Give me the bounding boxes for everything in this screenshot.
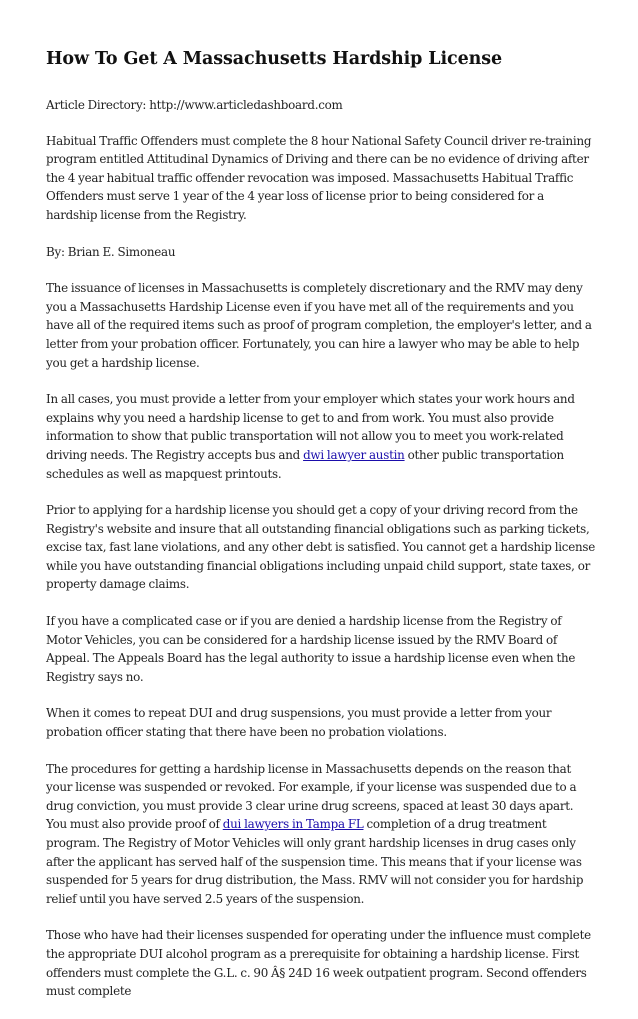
paragraph-text: completion of a drug treatment program. The Registry of Motor Vehicles will only grant hardship licenses in drug cases only after the applicant has served half of the suspension time. This means that if your license was suspended for 5 years for drug distribution, the Mass. RMV will not consider you for hardship relief until you have served 2.5 years of the suspension.	[46, 817, 584, 906]
paragraph-board-of-appeal: If you have a complicated case or if you are denied a hardship license from the Registry of Motor Vehicles, you can be considered for a hardship license issued by the RMV Board of Appeal. The Appeals Board has the legal authority to issue a hardship license even when the Registry says no.	[46, 614, 576, 684]
paragraph-text: other public transportation schedules as well as mapquest printouts.	[46, 447, 564, 481]
byline: By: Brian E. Simoneau	[46, 244, 176, 259]
paragraph-employer-letter	[46, 390, 596, 483]
article-title: How To Get A Massachusetts Hardship License	[46, 49, 503, 69]
paragraph-habitual-offenders: Habitual Traffic Offenders must complete the 8 hour National Safety Council driver re-training program entitled Attitudinal Dynamics of Driving and there can be no evidence of driving after the 4 year habitual traffic offender revocation was imposed. Massachusetts Habitual Traffic Offenders must serve 1 year of the 4 year loss of license prior to being considered for a hardship license from the Registry.	[46, 133, 592, 222]
paragraph-probation-letter: When it comes to repeat DUI and drug suspensions, you must provide a letter from your probation officer stating that there have been no probation violations.	[46, 706, 552, 740]
paragraph-drug-suspension	[46, 760, 596, 909]
dui-lawyers-tampa-link[interactable]: dui lawyers in Tampa FL	[222, 817, 364, 832]
paragraph-text: In all cases, you must provide a letter from your employer which states your work hours and explains why you need a hardship license to get to and from work. You must also provide information to show that public transportation will not allow you to meet you work-related driving needs. The Registry accepts bus and	[46, 392, 575, 462]
paragraph-dui-program: Those who have had their licenses suspended for operating under the influence must complete the appropriate DUI alcohol program as a prerequisite for obtaining a hardship license. First offenders must complete the G.L. c. 90 Â§ 24D 16 week outpatient program. Second offenders must complete	[46, 928, 591, 999]
article-directory: Article Directory: http://www.articledashboard.com	[46, 98, 343, 112]
paragraph-discretionary: The issuance of licenses in Massachusetts is completely discretionary and the RMV may deny you a Massachusetts Hardship License even if you have met all of the requirements and you have all of the required items such as proof of program completion, the employer's letter, and a letter from your probation officer. Fortunately, you can hire a lawyer who may be able to help you get a hardship license.	[46, 281, 592, 370]
paragraph-driving-record: Prior to applying for a hardship license you should get a copy of your driving record from the Registry's website and insure that all outstanding financial obligations such as parking tickets, excise tax, fast lane violations, and any other debt is satisfied. You cannot get a hardship license while you have outstanding financial obligations including unpaid child support, state taxes, or property damage claims.	[46, 503, 596, 592]
dwi-lawyer-austin-link[interactable]: dwi lawyer austin	[303, 447, 405, 462]
document-page	[46, 44, 596, 1019]
paragraph-text: The procedures for getting a hardship license in Massachusetts depends on the reason that your license was suspended or revoked. For example, if your license was suspended due to a drug conviction, you must provide 3 clear urine drug screens, spaced at least 30 days apart. You must also provide proof of	[46, 761, 577, 832]
